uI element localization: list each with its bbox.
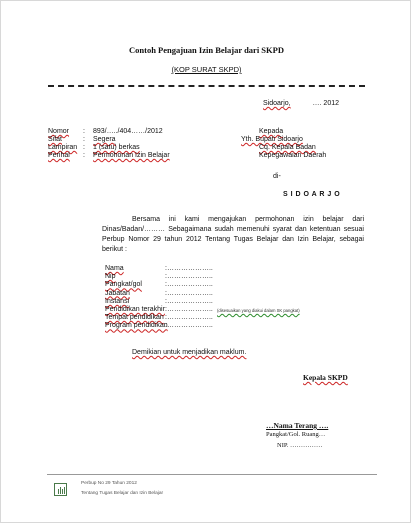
field-value: :………………..	[165, 273, 213, 281]
meta-label: Sifat	[48, 136, 63, 143]
letter-meta	[48, 128, 170, 160]
field-value: :………………..	[165, 265, 213, 272]
field-row	[105, 322, 213, 330]
recipient-yth: Yth. Bupati Sidoarjo	[241, 136, 303, 143]
date-year: …. 2012	[312, 100, 340, 107]
meta-value: 1 (satu) berkas	[93, 144, 140, 151]
signature-role: Kepala SKPD	[303, 373, 348, 382]
field-value: :………………..	[165, 322, 213, 330]
field-label: Program pendidikan	[105, 322, 168, 330]
meta-label: Nomor	[48, 128, 70, 135]
field-label: Instansi	[105, 297, 130, 305]
meta-colon: :	[83, 144, 85, 151]
meta-row-perihal	[48, 152, 170, 160]
meta-label: Lampiran	[48, 144, 78, 151]
closing-sentence: Demikian untuk menjadikan maklum.	[132, 349, 247, 356]
field-label: Tempat pendidikan	[105, 314, 164, 322]
field-label: Pendidikan terakhir	[105, 305, 165, 313]
meta-row-nomor	[48, 128, 163, 136]
meta-value: Segera	[93, 136, 116, 143]
signature-rank: Pangkat/Gol. Ruang…	[266, 431, 326, 438]
recipient-city: S I D O A R J O	[283, 191, 341, 198]
meta-value: Permohonan Izin Belajar	[93, 152, 170, 159]
date-line	[263, 100, 339, 107]
field-value: :………………..	[165, 297, 213, 305]
recipient-cq: Cq. Kepala Badan	[259, 144, 316, 151]
field-row	[105, 273, 213, 281]
signature-nip: NIP. ……………	[277, 442, 323, 449]
recipient-kepada: Kepada	[259, 128, 284, 135]
field-row	[105, 314, 213, 322]
recipient-di: di-	[273, 173, 281, 180]
field-row	[105, 289, 213, 298]
field-row	[105, 305, 300, 314]
recipient-kepegawaian: Kepegawaian Daerah	[259, 152, 327, 159]
field-row	[105, 297, 213, 306]
footer-divider	[47, 474, 377, 475]
signature-name: …Nama Terang ….	[266, 421, 329, 430]
logo-icon	[54, 483, 67, 496]
field-label: Nip	[105, 273, 116, 281]
meta-value: 893/…../404……/2012	[93, 128, 163, 135]
pendidikan-note: (disesuaikan yang diakui dalam SK pangkat)	[217, 307, 300, 313]
meta-row-lampiran	[48, 144, 140, 152]
applicant-fields	[105, 265, 300, 331]
recipient-block	[233, 128, 326, 160]
meta-colon: :	[83, 152, 85, 159]
field-value: :………………..	[165, 314, 213, 322]
letterhead-placeholder: (KOP SURAT SKPD)	[171, 65, 242, 74]
field-value: :………………..	[165, 305, 213, 313]
field-label: Nama	[105, 265, 124, 272]
body-paragraph: Bersama ini kami mengajukan permohonan izin belajar dari Dinas/Badan/……… Sebagaimana sudah memenuhi syarat dan ketentuan sesuai Perbup Nomor 29 tahun 2012 Tentang Tugas Belajar dan Izin Belajar, sebagai berikut :	[102, 216, 364, 253]
meta-label: Perihal	[48, 152, 70, 159]
meta-colon: :	[83, 128, 85, 135]
field-label: Pangkat/gol	[105, 281, 142, 289]
footer-line-2: Tentang Tugas Belajar dan Izin Belajar	[81, 491, 164, 496]
field-value: :………………..	[165, 281, 213, 289]
footer-line-1: Perbup No 29 Tahun 2012	[81, 481, 137, 486]
field-row	[105, 281, 213, 289]
meta-row-sifat	[48, 136, 116, 144]
field-row	[105, 265, 213, 273]
field-label: Jabatan	[105, 289, 130, 297]
document-title: Contoh Pengajuan Izin Belajar dari SKPD	[129, 45, 284, 55]
field-value: :………………..	[165, 289, 213, 297]
letterhead-rule	[48, 85, 365, 87]
date-place: Sidoarjo,	[263, 100, 291, 107]
meta-colon: :	[83, 136, 85, 143]
